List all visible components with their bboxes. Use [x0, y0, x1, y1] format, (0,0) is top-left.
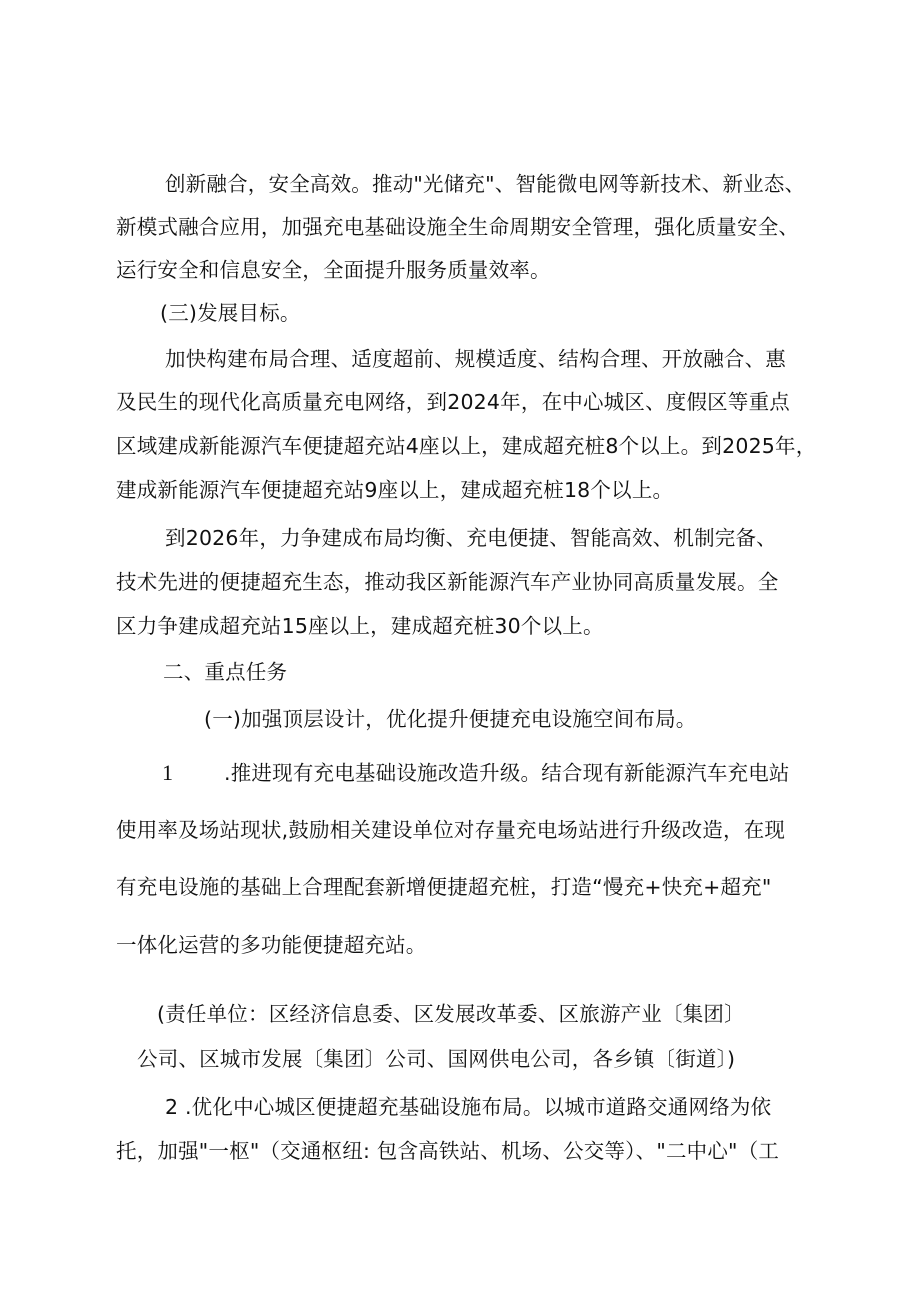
paragraph-line: .推进现有充电基础设施改造升级。结合现有新能源汽车充电站	[224, 761, 790, 785]
paragraph-line: 使用率及场站现状,鼓励相关建设单位对存量充电场站进行升级改造，在现	[116, 818, 786, 842]
responsibility-note: 公司、区城市发展〔集团〕公司、国网供电公司，各乡镇〔街道〕)	[137, 1047, 736, 1071]
paragraph-line: 区域建成新能源汽车便捷超充站4座以上，建成超充桩8个以上。到2025年，	[116, 434, 817, 458]
paragraph-line: 创新融合，安全高效。推动"光储充"、智能微电网等新技术、新业态、	[165, 172, 806, 196]
responsibility-note: (责任单位：区经济信息委、区发展改革委、区旅游产业〔集团〕	[157, 1002, 745, 1026]
paragraph-line: 建成新能源汽车便捷超充站9座以上，建成超充桩18个以上。	[116, 478, 674, 502]
paragraph-line: 区力争建成超充站15座以上，建成超充桩30个以上。	[116, 614, 604, 638]
subsection-heading: (一)加强顶层设计，优化提升便捷充电设施空间布局。	[204, 707, 697, 731]
section-heading: (三)发展目标。	[160, 301, 301, 325]
paragraph-line: 运行安全和信息安全，全面提升服务质量效率。	[116, 258, 551, 282]
section-heading: 二、重点任务	[163, 660, 288, 684]
paragraph-line: 一体化运营的多功能便捷超充站。	[116, 933, 427, 957]
paragraph-line: 新模式融合应用，加强充电基础设施全生命周期安全管理，强化质量安全、	[116, 215, 800, 239]
paragraph-line: 2 .优化中心城区便捷超充基础设施布局。以城市道路交通网络为依	[165, 1095, 772, 1119]
paragraph-line: 技术先进的便捷超充生态，推动我区新能源汽车产业协同高质量发展。全	[116, 570, 779, 594]
paragraph-line: 有充电设施的基础上合理配套新增便捷超充桩，打造“慢充+快充+超充"	[116, 875, 772, 899]
paragraph-line: 到2026年，力争建成布局均衡、充电便捷、智能高效、机制完备、	[165, 526, 777, 550]
item-number: 1	[162, 760, 174, 785]
paragraph-line: 托，加强"一枢"（交通枢纽: 包含高铁站、机场、公交等）、"二中心"（工	[116, 1139, 780, 1163]
paragraph-line: 加快构建布局合理、适度超前、规模适度、结构合理、开放融合、惠	[165, 347, 786, 371]
paragraph-line: 及民生的现代化高质量充电网络，到2024年，在中心城区、度假区等重点	[116, 390, 790, 414]
